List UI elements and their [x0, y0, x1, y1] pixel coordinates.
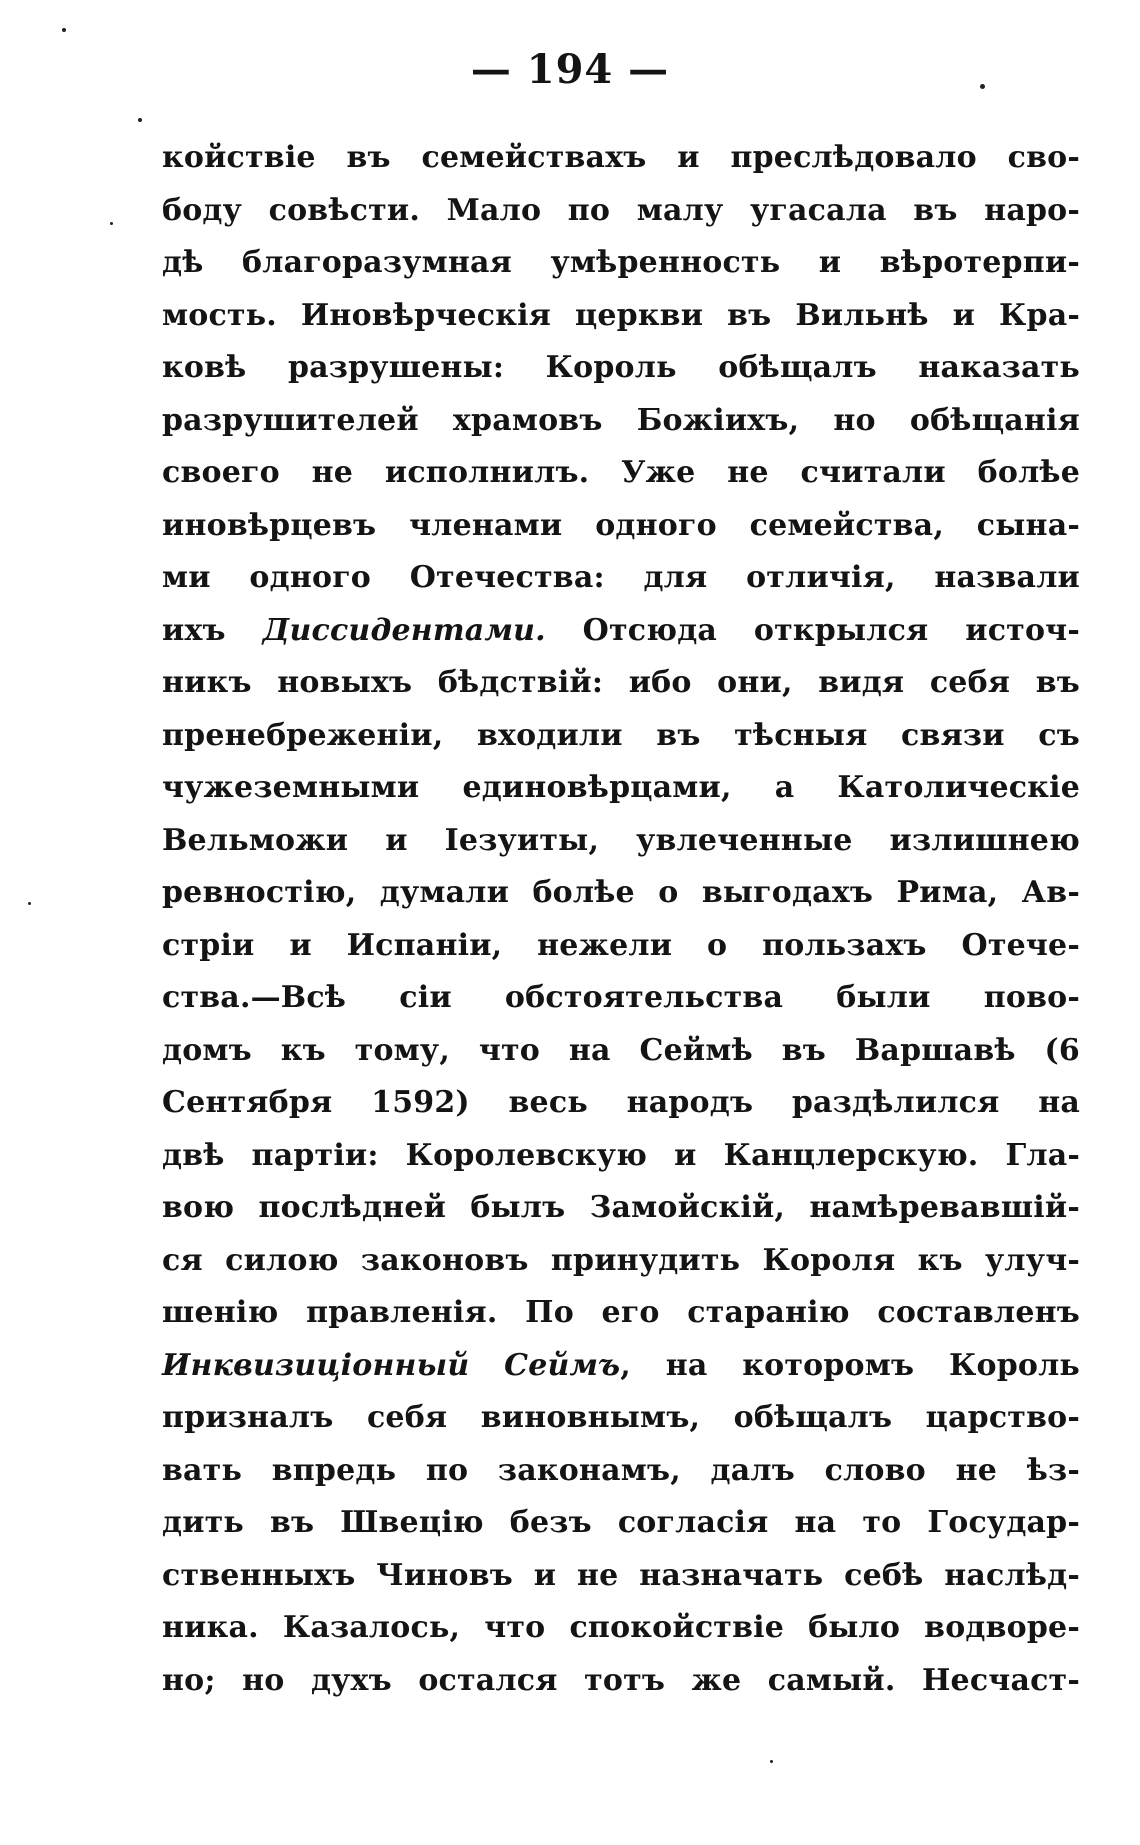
text-segment: иновѣрцевъ членами одного семейства, сына- — [162, 507, 1080, 543]
text-line — [162, 972, 1080, 1025]
text-line — [162, 290, 1080, 343]
scan-speck — [62, 28, 66, 32]
text-line — [162, 395, 1080, 448]
text-line — [162, 1235, 1080, 1288]
text-line — [162, 657, 1080, 710]
text-segment: ся силою законовъ принудить Короля къ улуч- — [162, 1242, 1080, 1278]
text-line — [162, 1025, 1080, 1078]
text-line — [162, 605, 1080, 658]
text-segment: своего не исполнилъ. Уже не считали болѣе — [162, 455, 1080, 490]
text-segment: койствіе въ семействахъ и преслѣдовало сво- — [162, 140, 1080, 175]
text-segment: разрушителей храмовъ Божіихъ, но обѣщанія — [162, 402, 1080, 438]
text-line — [162, 1077, 1080, 1130]
text-line — [162, 552, 1080, 605]
text-segment: вать впредь по законамъ, далъ слово не ѣз- — [162, 1452, 1080, 1488]
text-line — [162, 1340, 1080, 1393]
text-segment: вою послѣдней былъ Замойскій, намѣревавшій- — [162, 1190, 1080, 1225]
text-line — [162, 185, 1080, 238]
body-text — [162, 132, 1080, 1707]
italic-term: Инквизиціонный Сеймъ — [162, 1347, 621, 1383]
text-line — [162, 1392, 1080, 1445]
text-segment: стріи и Испаніи, нежели о пользахъ Отече- — [162, 927, 1080, 963]
italic-term: Диссидентами. — [262, 612, 546, 648]
text-line — [162, 1182, 1080, 1235]
text-segment: ми одного Отечества: для отличія, назвали — [162, 560, 1080, 595]
text-segment: Отсюда открылся источ- — [545, 612, 1080, 648]
scan-speck — [28, 902, 31, 905]
text-line — [162, 1497, 1080, 1550]
text-segment: призналъ себя виновнымъ, обѣщалъ царство- — [162, 1400, 1080, 1435]
text-segment: ревностію, думали болѣе о выгодахъ Рима, Ав- — [162, 875, 1080, 910]
text-segment: ника. Казалось, что спокойствіе было водворе- — [162, 1610, 1080, 1645]
text-segment: дѣ благоразумная умѣренность и вѣротерпи- — [162, 245, 1080, 280]
scan-speck — [980, 84, 985, 89]
text-line — [162, 1287, 1080, 1340]
text-segment: ковѣ разрушены: Король обѣщалъ наказать — [162, 350, 1080, 385]
text-segment: , на которомъ Король — [620, 1347, 1080, 1383]
text-segment: боду совѣсти. Мало по малу угасала въ наро- — [162, 192, 1080, 228]
text-line — [162, 815, 1080, 868]
text-line — [162, 132, 1080, 185]
text-segment: пренебреженіи, входили въ тѣсныя связи съ — [162, 717, 1080, 753]
text-line — [162, 1655, 1080, 1708]
text-line — [162, 1550, 1080, 1603]
text-line — [162, 1130, 1080, 1183]
text-segment: шенію правленія. По его старанію составленъ — [162, 1295, 1080, 1330]
text-line — [162, 1445, 1080, 1498]
text-line — [162, 1602, 1080, 1655]
text-line — [162, 342, 1080, 395]
scan-speck — [770, 1760, 773, 1763]
text-segment: Сентября 1592) весь народъ раздѣлился на — [162, 1085, 1080, 1120]
text-segment: никъ новыхъ бѣдствій: ибо они, видя себя въ — [162, 665, 1080, 700]
text-line — [162, 920, 1080, 973]
text-line — [162, 500, 1080, 553]
text-segment: дить въ Швецію безъ согласія на то Государ- — [162, 1505, 1080, 1540]
page-number-header: — 194 — — [470, 46, 670, 93]
scan-speck — [138, 118, 142, 122]
text-segment: ства.—Всѣ сіи обстоятельства были пово- — [162, 980, 1080, 1015]
text-line — [162, 867, 1080, 920]
text-segment: двѣ партіи: Королевскую и Канцлерскую. Гла- — [162, 1137, 1080, 1173]
text-segment: Вельможи и Іезуиты, увлеченные излишнею — [162, 822, 1080, 858]
text-line — [162, 237, 1080, 290]
text-segment: но; но духъ остался тотъ же самый. Несчаст- — [162, 1662, 1080, 1698]
text-line — [162, 762, 1080, 815]
text-segment: ственныхъ Чиновъ и не назначать себѣ наслѣд- — [162, 1557, 1080, 1593]
text-segment: ихъ — [162, 612, 263, 648]
text-line — [162, 710, 1080, 763]
text-segment: чужеземными единовѣрцами, а Католическіе — [162, 770, 1080, 805]
scan-speck — [110, 222, 113, 225]
text-segment: домъ къ тому, что на Сеймѣ въ Варшавѣ (6 — [162, 1032, 1080, 1068]
text-segment: мость. Иновѣрческія церкви въ Вильнѣ и Кра- — [162, 297, 1080, 333]
text-line — [162, 447, 1080, 500]
